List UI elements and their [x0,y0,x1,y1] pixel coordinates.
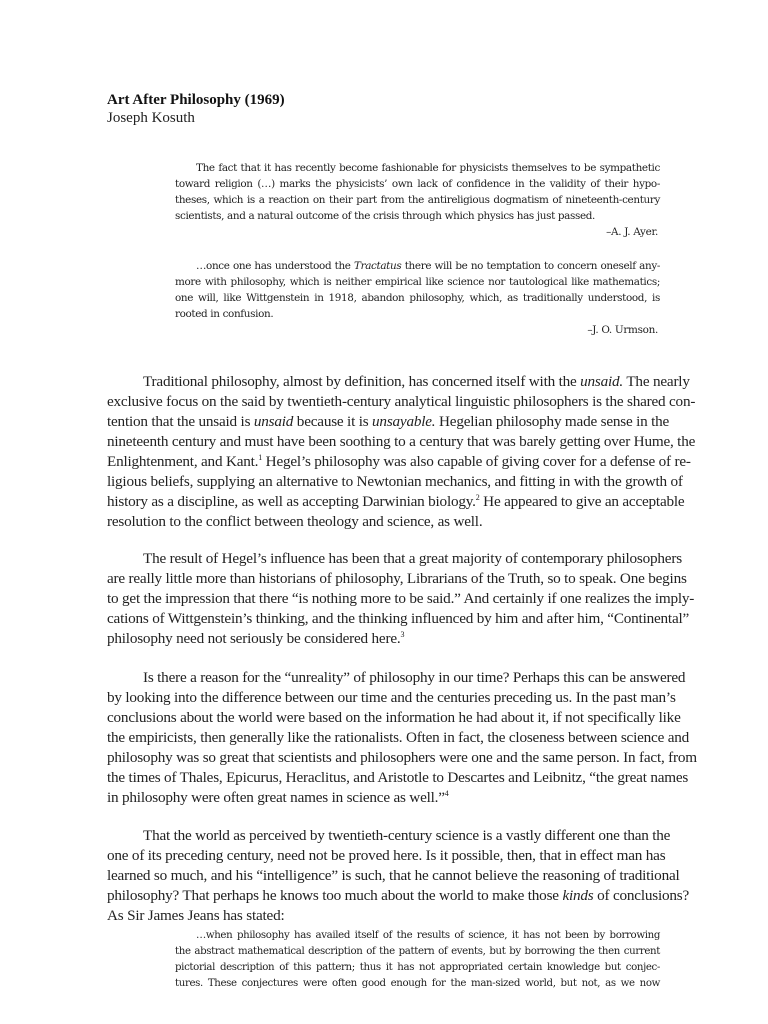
italic-run: unsayable. [372,413,436,430]
paragraph-line: cations of Wittgenstein’s thinking, and the thinking influenced by him and after him, “Continental” [107,610,690,627]
paragraph-line: the times of Thales, Epicurus, Heraclitus, and Aristotle to Descartes and Leibnitz, “the great names [107,769,689,786]
italic-run: kinds [562,887,594,904]
epigraph-line: toward religion (…) marks the physicists’ own lack of confidence in the validity of their hypo- [175,178,660,190]
epigraph-line: scientists, and a natural outcome of the crisis through which physics has just passed. [175,210,596,222]
text-run: The nearly [623,373,690,390]
epigraph-line: more with philosophy, which is neither empirical like science nor tautological like mathematics; [175,276,660,288]
epigraph-line [196,258,660,274]
text-run: tention that the unsaid is [107,413,254,430]
epigraph-italic-title: Tractatus [354,260,402,272]
footnote-marker[interactable]: 4 [444,789,449,798]
paragraph-line [107,452,691,472]
paragraph-line: nineteenth century and must have been soothing to a century that was barely getting over Hume, the [107,433,696,450]
footnote-marker[interactable]: 1 [258,453,263,462]
italic-run: unsaid. [580,373,624,390]
paragraph-line [107,629,660,649]
text-run: Traditional philosophy, almost by definition, has concerned itself with the [143,373,581,390]
footnote-marker[interactable]: 2 [475,493,480,502]
paragraph-line: exclusive focus on the said by twentieth-century analytical linguistic philosophers is the shared con- [107,393,696,410]
document-author: Joseph Kosuth [107,110,195,126]
epigraph-line: The fact that it has recently become fashionable for physicists themselves to be sympathetic [196,162,660,174]
quote-line: …when philosophy has availed itself of the results of science, it has not been by borrowing [196,930,660,941]
epigraph-text: there will be no temptation to concern oneself any- [401,260,660,272]
quote-line: tures. These conjectures were often good enough for the man-sized world, but not, as we now [175,978,660,989]
text-run: in philosophy were often great names in science as well.” [107,789,445,806]
paragraph-line: to get the impression that there “is nothing more to be said.” And certainly if one realizes the imply- [107,590,695,607]
italic-run: unsaid [253,413,294,430]
paragraph-line: are really little more than historians of philosophy, Librarians of the Truth, so to speak. One begins [107,570,687,587]
text-run: Enlightenment, and Kant. [107,453,259,470]
text-run: of conclusions? [593,887,689,904]
document-title: Art After Philosophy (1969) [107,92,285,108]
paragraph-line: resolution to the conflict between theology and science, as well. [107,513,483,530]
epigraph-line: rooted in confusion. [175,308,274,320]
paragraph-line [107,788,660,808]
text-run: Hegel’s philosophy was also capable of giving cover for a defense of re- [262,453,691,470]
text-run: philosophy? That perhaps he knows too much about the world to make those [107,887,563,904]
paragraph-line: conclusions about the world were based on the information he had about it, if not specifically like [107,709,681,726]
epigraph-line: one will, like Wittgenstein in 1918, abandon philosophy, which, as traditionally understood, is [175,292,660,304]
text-run: because it is [293,413,373,430]
paragraph-line: As Sir James Jeans has stated: [107,907,285,924]
text-run: philosophy need not seriously be considered here. [107,630,401,647]
epigraph-attribution: –A. J. Ayer. [606,226,658,238]
text-run: Hegelian philosophy made sense in the [435,413,670,430]
paragraph-line: learned so much, and his “intelligence” is such, that he cannot believe the reasoning of traditional [107,867,680,884]
text-run: history as a discipline, as well as accepting Darwinian biology. [107,493,476,510]
epigraph-line: theses, which is a reaction on their part from the antireligious dogmatism of nineteenth-century [175,194,660,206]
footnote-marker[interactable]: 3 [400,630,405,639]
epigraph-text: …once one has understood the [196,260,354,272]
paragraph-line: philosophy was so great that scientists and philosophers were one and the same person. In fact, from [107,749,697,766]
paragraph-line: That the world as perceived by twentieth-century science is a vastly different one than the [143,827,671,844]
paragraph-line [107,412,670,432]
paragraph-line: one of its preceding century, need not be proved here. Is it possible, then, that in effect man has [107,847,666,864]
paragraph-line: the empiricists, then generally like the rationalists. Often in fact, the closeness between science and [107,729,690,746]
paragraph-line [107,492,685,512]
epigraph-attribution: –J. O. Urmson. [587,324,658,336]
quote-line: pictorial description of this pattern; thus it has not appropriated certain knowledge but conjec- [175,962,660,973]
text-run: He appeared to give an acceptable [479,493,685,510]
paragraph-line [143,372,690,392]
paragraph-line: ligious beliefs, supplying an alternative to Newtonian mechanics, and fitting in with the growth of [107,473,683,490]
paragraph-line: The result of Hegel’s influence has been that a great majority of contemporary philosophers [143,550,682,567]
quote-line: the abstract mathematical description of the pattern of events, but by borrowing the then current [175,946,660,957]
paragraph-line [107,886,689,906]
paragraph-line: Is there a reason for the “unreality” of philosophy in our time? Perhaps this can be answered [143,669,686,686]
paragraph-line: by looking into the difference between our time and the centuries preceding us. In the past man’s [107,689,676,706]
